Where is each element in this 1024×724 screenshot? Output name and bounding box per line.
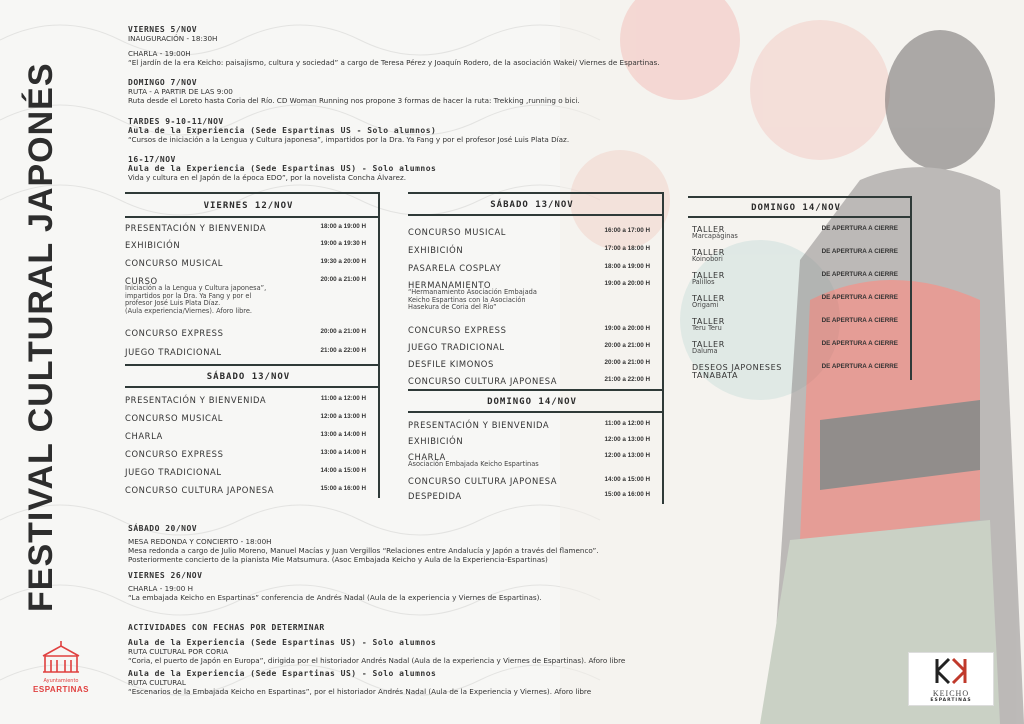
- card-side-rule: [378, 192, 380, 368]
- row-time: 12:00 a 13:00 H: [604, 436, 650, 443]
- event-line: Ruta desde el Loreto hasta Coria del Río. CD Woman Running nos propone 3 formas de hacer la ruta: Trekking ,running o bici.: [128, 96, 580, 105]
- row-time: 18:00 a 19:00 H: [604, 263, 650, 270]
- row-time: 21:00 a 22:00 H: [604, 376, 650, 383]
- event-line: Vida y cultura en el Japón de la época EDO”, por la novelista Concha Álvarez.: [128, 173, 407, 182]
- row-time: DE APERTURA A CIERRE: [821, 225, 898, 232]
- row-description: Asociación Embajada Keicho Espartinas: [408, 460, 539, 468]
- card-title-rule: [125, 386, 380, 388]
- logo-small-text: Ayuntamiento: [43, 678, 79, 684]
- card-title-rule: [408, 411, 664, 413]
- card-top-rule: [408, 192, 664, 194]
- row-label: TALLER: [692, 340, 725, 349]
- event-line: “La embajada Keicho en Espartinas” conferencia de Andrés Nadal (Aula de la experiencia y Viernes de Espartinas).: [128, 593, 542, 602]
- row-time: 15:00 a 16:00 H: [604, 491, 650, 498]
- row-description: Origami: [692, 301, 719, 309]
- row-label: EXHIBICIÓN: [408, 436, 464, 446]
- row-time: 11:00 a 12:00 H: [604, 420, 650, 427]
- event-line: INAUGURACIÓN - 18:30H: [128, 34, 218, 43]
- event-line: “Cursos de iniciación a la Lengua y Cultura japonesa”, impartidos por la Dra. Ya Fang y por el profesor José Luis Plata Díaz.: [128, 135, 570, 144]
- card-title: SÁBADO 13/NOV: [206, 372, 291, 382]
- row-label: DESPEDIDA: [408, 491, 462, 501]
- row-label: CONCURSO CULTURA JAPONESA: [125, 485, 275, 495]
- event-subheading: Aula de la Experiencia (Sede Espartinas US) - Solo alumnos: [128, 164, 437, 173]
- row-label: JUEGO TRADICIONAL: [125, 467, 222, 477]
- row-time: 19:00 a 20:00 H: [604, 280, 650, 287]
- row-time: 15:00 a 16:00 H: [320, 485, 366, 492]
- festival-title: FESTIVAL CULTURAL JAPONÉS: [22, 62, 60, 612]
- event-heading: DOMINGO 7/NOV: [128, 78, 198, 87]
- row-label: JUEGO TRADICIONAL: [125, 347, 222, 357]
- schedule-card-viernes-12: [125, 192, 380, 368]
- schedule-card-domingo-14-talleres: [688, 196, 912, 380]
- row-label: TALLER: [692, 248, 725, 257]
- row-time: 20:00 a 21:00 H: [604, 342, 650, 349]
- card-side-rule: [910, 196, 912, 380]
- row-label: CONCURSO CULTURA JAPONESA: [408, 376, 558, 386]
- row-time: 20:00 a 21:00 H: [604, 359, 650, 366]
- logo-name: ESPARTINAS: [33, 685, 89, 694]
- row-label: PRESENTACIÓN Y BIENVENIDA: [408, 420, 550, 430]
- event-tardes-9-11: [128, 117, 828, 144]
- row-description: Palillos: [692, 278, 715, 286]
- espartinas-logo: [26, 640, 96, 700]
- row-time: 20:00 a 21:00 H: [320, 276, 366, 283]
- row-time: 18:00 a 19:00 H: [320, 223, 366, 230]
- row-time: DE APERTURA A CIERRE: [821, 248, 898, 255]
- card-top-rule: [408, 389, 664, 391]
- event-line: CHARLA - 19:00 H: [128, 584, 193, 593]
- row-time: 17:00 a 18:00 H: [604, 245, 650, 252]
- event-heading: VIERNES 26/NOV: [128, 571, 203, 580]
- row-label: DESEOS JAPONESES: [692, 363, 782, 372]
- row-description: Teru Teru: [692, 324, 722, 332]
- keicho-emblem-icon: [931, 657, 971, 685]
- row-label: HERMANAMIENTO: [408, 280, 492, 290]
- row-time: DE APERTURA A CIERRE: [821, 340, 898, 347]
- row-time: 20:00 a 21:00 H: [320, 328, 366, 335]
- row-label: PASARELA COSPLAY: [408, 263, 502, 273]
- row-time: DE APERTURA A CIERRE: [821, 294, 898, 301]
- row-label: EXHIBICIÓN: [408, 245, 464, 255]
- event-line: “Coria, el puerto de Japón en Europa”, dirigida por el historiador Andrés Nadal (Aula de la experiencia y Viernes de Espartinas). Aforo libre: [128, 656, 626, 665]
- row-label: CURSO: [125, 276, 158, 286]
- event-heading: SÁBADO 20/NOV: [128, 524, 198, 533]
- logo-sub: ESPARTINAS: [930, 698, 972, 703]
- row-time: DE APERTURA A CIERRE: [821, 363, 898, 370]
- card-title: SÁBADO 13/NOV: [490, 200, 574, 210]
- row-label: CONCURSO CULTURA JAPONESA: [408, 476, 558, 486]
- card-side-rule: [662, 192, 664, 392]
- event-line: “Escenarios de la Embajada Keicho en Espartinas”, por el historiador Andrés Nadal (Aula de la Experiencia y Viernes). Aforo libre: [128, 687, 592, 696]
- schedule-card-sabado-13-evening: [408, 192, 664, 392]
- row-time: 19:30 a 20:00 H: [320, 258, 366, 265]
- card-top-rule: [688, 196, 912, 198]
- card-title: DOMINGO 14/NOV: [487, 397, 577, 407]
- row-time: DE APERTURA A CIERRE: [821, 317, 898, 324]
- row-label: CONCURSO MUSICAL: [408, 227, 507, 237]
- card-side-rule: [662, 389, 664, 504]
- row-description: Iniciación a la Lengua y Cultura japonesa”, impartidos por la Dra. Ya Fang y por el profesor José Luis Plata Díaz. (Aula experiencia/Viernes). Aforo libre.: [125, 284, 267, 315]
- card-title-rule: [688, 216, 912, 218]
- event-domingo-7: [128, 78, 828, 105]
- event-viernes-5: [128, 25, 828, 67]
- event-line: RUTA - A PARTIR DE LAS 9:00: [128, 87, 233, 96]
- row-label: TALLER: [692, 225, 725, 234]
- event-sabado-20: [128, 524, 888, 564]
- tbd-activities: [128, 623, 888, 696]
- town-hall-icon: [39, 640, 83, 674]
- row-time: 19:00 a 20:00 H: [604, 325, 650, 332]
- row-time: 19:00 a 19:30 H: [320, 240, 366, 247]
- event-16-17: [128, 155, 828, 182]
- card-title: DOMINGO 14/NOV: [751, 203, 841, 213]
- event-heading: VIERNES 5/NOV: [128, 25, 198, 34]
- logo-name: KEICHO: [932, 689, 970, 698]
- row-time: 11:00 a 12:00 H: [320, 395, 366, 402]
- row-label: CONCURSO EXPRESS: [125, 449, 224, 459]
- event-subheading: Aula de la Experiencia (Sede Espartinas US) - Solo alumnos: [128, 638, 437, 647]
- row-label: PRESENTACIÓN Y BIENVENIDA: [125, 395, 267, 405]
- event-line: CHARLA - 19:00H: [128, 49, 191, 58]
- schedule-card-domingo-14: [408, 389, 664, 504]
- event-viernes-26: [128, 571, 888, 602]
- row-time: 14:00 a 15:00 H: [604, 476, 650, 483]
- row-label: PRESENTACIÓN Y BIENVENIDA: [125, 223, 267, 233]
- row-label: DESFILE KIMONOS: [408, 359, 494, 369]
- keicho-logo: [908, 652, 994, 706]
- row-description: Daluma: [692, 347, 718, 355]
- row-label: CONCURSO MUSICAL: [125, 258, 224, 268]
- row-label: EXHIBICIÓN: [125, 240, 181, 250]
- row-label: TALLER: [692, 271, 725, 280]
- row-time: 12:00 a 13:00 H: [320, 413, 366, 420]
- event-line: MESA REDONDA Y CONCIERTO - 18:00H: [128, 537, 272, 546]
- row-time: 16:00 a 17:00 H: [604, 227, 650, 234]
- row-description: “Hermanamiento Asociación Embajada Keicho Espartinas con la Asociación Hasekura de Coria del Río”: [408, 288, 537, 312]
- row-description: Marcapáginas: [692, 232, 738, 240]
- card-title-rule: [408, 214, 664, 216]
- row-label: CONCURSO MUSICAL: [125, 413, 224, 423]
- card-top-rule: [125, 364, 380, 366]
- event-line: RUTA CULTURAL: [128, 678, 186, 687]
- card-top-rule: [125, 192, 380, 194]
- row-time: 21:00 a 22:00 H: [320, 347, 366, 354]
- row-time: 13:00 a 14:00 H: [320, 431, 366, 438]
- row-label: CHARLA: [125, 431, 163, 441]
- row-label-2: TANABATA: [692, 371, 739, 380]
- row-time: 14:00 a 15:00 H: [320, 467, 366, 474]
- row-label: CONCURSO EXPRESS: [408, 325, 507, 335]
- row-label: TALLER: [692, 294, 725, 303]
- row-time: 12:00 a 13:00 H: [604, 452, 650, 459]
- row-time: 13:00 a 14:00 H: [320, 449, 366, 456]
- event-subheading: Aula de la Experiencia (Sede Espartinas US) - Solo alumnos: [128, 669, 437, 678]
- row-label: TALLER: [692, 317, 725, 326]
- schedule-card-sabado-13-morning: [125, 364, 380, 498]
- event-line: RUTA CULTURAL POR CORIA: [128, 647, 229, 656]
- card-side-rule: [378, 364, 380, 498]
- row-description: Koinobori: [692, 255, 723, 263]
- card-title: VIERNES 12/NOV: [203, 201, 294, 211]
- row-time: DE APERTURA A CIERRE: [821, 271, 898, 278]
- event-line: Mesa redonda a cargo de Julio Moreno, Manuel Macías y Juan Vergillos “Relaciones entre Andalucía y Japón a través del flamenco”.: [128, 546, 599, 555]
- row-label: CONCURSO EXPRESS: [125, 328, 224, 338]
- event-heading: TARDES 9-10-11/NOV: [128, 117, 224, 126]
- event-subheading: Aula de la Experiencia (Sede Espartinas US - Solo alumnos): [128, 126, 437, 135]
- card-title-rule: [125, 216, 380, 218]
- event-line: Posteriormente concierto de la pianista Mie Matsumura. (Asoc Embajada Keicho y Aula de la Experiencia-Espartinas): [128, 555, 548, 564]
- event-heading: 16-17/NOV: [128, 155, 176, 164]
- tbd-heading: ACTIVIDADES CON FECHAS POR DETERMINAR: [128, 623, 325, 632]
- event-line: “El jardín de la era Keicho: paisajismo, cultura y sociedad” a cargo de Teresa Pérez y Joaquín Rodero, de la asociación Wakei/ Viernes de Espartinas.: [128, 58, 660, 67]
- row-label: CHARLA: [408, 452, 446, 462]
- row-label: JUEGO TRADICIONAL: [408, 342, 505, 352]
